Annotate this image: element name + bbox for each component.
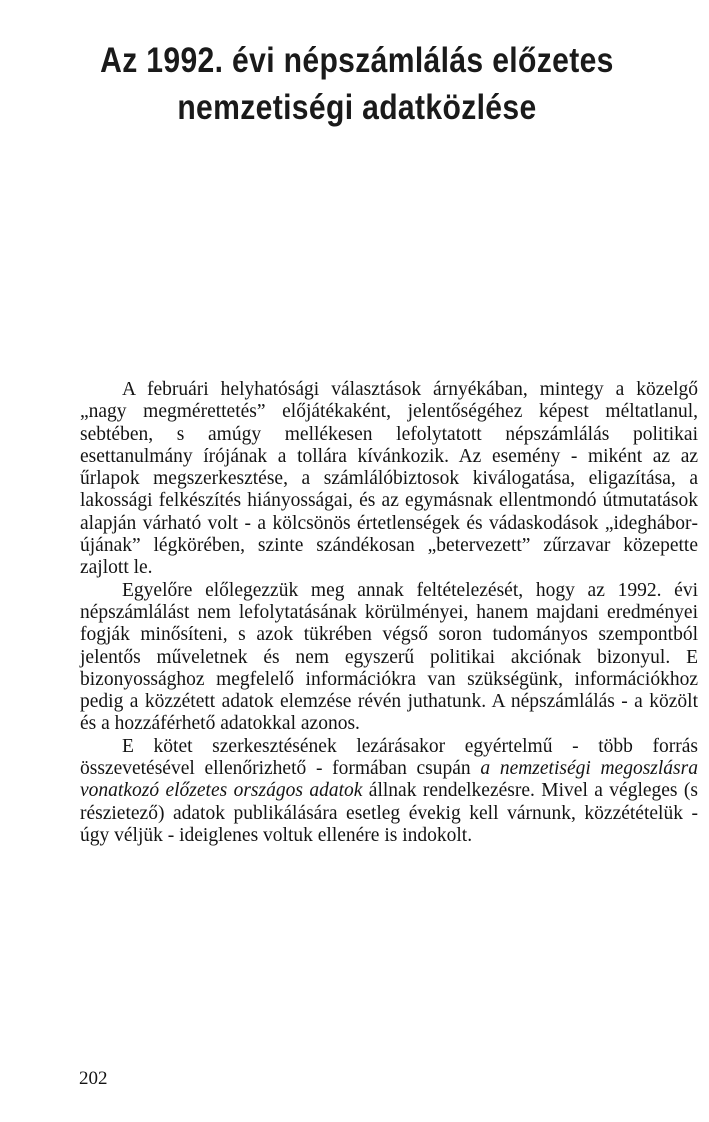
page-number: 202 [79, 1068, 108, 1089]
paragraph-1: A februári helyhatósági választások árnyékában, mintegy a közelgő „nagy megmérettetés” előjátékaként, jelentőségéhez képest méltatlanul, sebtében, s amúgy mellékesen lefolytatott népszámlálás politikai esettanulmány írójának a tollára kívánkozik. Az esemény - miként az az űrlapok megszerkesztése, a számlálóbiztosok kiválogatása, eligazítása, a lakossági felkészítés hiányosságai, és az egymásnak ellentmondó útmutatások alapján várható volt - a kölcsönös értetlenségek és vádaskodások „idegháborújának” légkörében, szinte szándékosan „betervezett” zűrzavar közepette zajlott le. [80, 379, 698, 579]
paragraph-3-italic: a nemzetiségi megoszlásra vonatkozó előzetes országos adatok [80, 758, 698, 802]
page-title [52, 37, 662, 131]
paragraph-3-start: E kötet szerkesztésének lezárásakor egyértelmű - több forrás összevetésével ellenőrizhető - formában csupán [80, 735, 698, 780]
body-text [80, 379, 698, 847]
title-line-1: Az 1992. évi népszámlálás előzetes [100, 41, 614, 81]
title-line-2: nemzetiségi adatközlése [177, 88, 537, 128]
paragraph-2: Egyelőre előlegezzük meg annak feltételezését, hogy az 1992. évi népszámlálást nem lefolytatásának körülményei, hanem majdani eredményei fogják minősíteni, s azok tükrében végső soron tudományos szempontból jelentős műveletnek és nem egyszerű politikai akciónak bizonyul. E bizonyossághoz megfelelő információkra van szükségünk, információkhoz pedig a közzétett adatok elemzése révén juthatunk. A népszámlálás - a közölt és a hozzáférhető adatokkal azonos. [80, 579, 698, 735]
paragraph-3 [80, 736, 698, 847]
paragraph-3-end: állnak rendelkezésre. Mivel a végleges (s részietező) adatok publikálására esetleg évekig kell várnunk, közzétételük - úgy véljük - ideiglenes voltuk ellenére is indokolt. [80, 780, 698, 846]
